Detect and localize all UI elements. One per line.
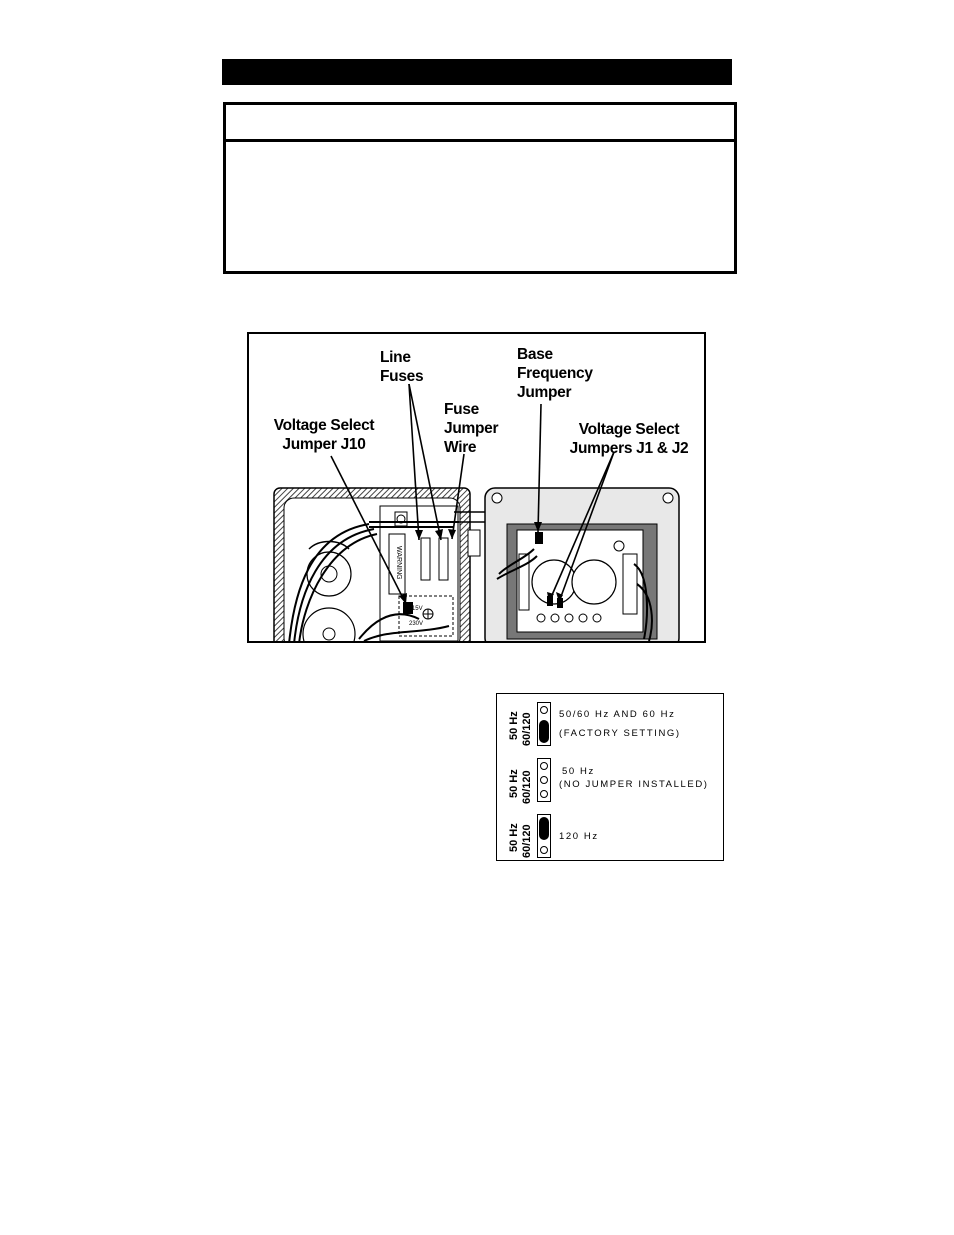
voltage-select-j1-j2-label: Voltage Select Jumpers J1 & J2 bbox=[569, 421, 689, 457]
pin-label-60-120: 60/120 bbox=[521, 770, 533, 804]
jumper-header-50hz bbox=[537, 758, 551, 802]
warning-text: WARNING bbox=[395, 546, 402, 580]
pin-label-50hz: 50 Hz bbox=[508, 711, 520, 740]
frequency-jumper-settings bbox=[496, 693, 724, 861]
line-fuses-label: Line Fuses bbox=[380, 349, 424, 385]
setting-120hz: 120 Hz bbox=[559, 831, 599, 842]
base-frequency-jumper-label: Base Frequency Jumper bbox=[517, 346, 593, 401]
enclosure-drawing bbox=[249, 334, 704, 641]
enclosure-figure bbox=[247, 332, 706, 643]
pin-label-60-120: 60/120 bbox=[521, 712, 533, 746]
v115-text: 115V bbox=[409, 606, 423, 612]
pin-label-60-120: 60/120 bbox=[521, 824, 533, 858]
jumper-shunt bbox=[539, 817, 549, 840]
v230-text: 230V bbox=[409, 621, 424, 627]
jumper-pin bbox=[540, 776, 548, 784]
setting-50hz-line2: (NO JUMPER INSTALLED) bbox=[559, 779, 709, 790]
fuse-jumper-wire-label: Fuse Jumper Wire bbox=[444, 401, 499, 456]
setting-factory-line2: (FACTORY SETTING) bbox=[559, 728, 681, 739]
warning-box-divider bbox=[226, 139, 734, 142]
jumper-pin bbox=[540, 846, 548, 854]
pin-label-50hz: 50 Hz bbox=[508, 823, 520, 852]
setting-50hz-line1: 50 Hz bbox=[562, 766, 595, 777]
voltage-select-j10-label: Voltage Select Jumper J10 bbox=[273, 417, 375, 453]
warning-box bbox=[223, 102, 737, 274]
right-enclosure bbox=[485, 488, 679, 641]
pin-label-50hz: 50 Hz bbox=[508, 769, 520, 798]
jumper-pin bbox=[540, 706, 548, 714]
section-title-bar bbox=[222, 59, 732, 85]
jumper-pin bbox=[540, 790, 548, 798]
jumper-pin bbox=[540, 762, 548, 770]
left-enclosure bbox=[274, 488, 470, 641]
jumper-header-factory bbox=[537, 702, 551, 746]
jumper-shunt bbox=[539, 720, 549, 743]
jumper-header-120hz bbox=[537, 814, 551, 858]
setting-factory-line1: 50/60 Hz AND 60 Hz bbox=[559, 709, 676, 720]
